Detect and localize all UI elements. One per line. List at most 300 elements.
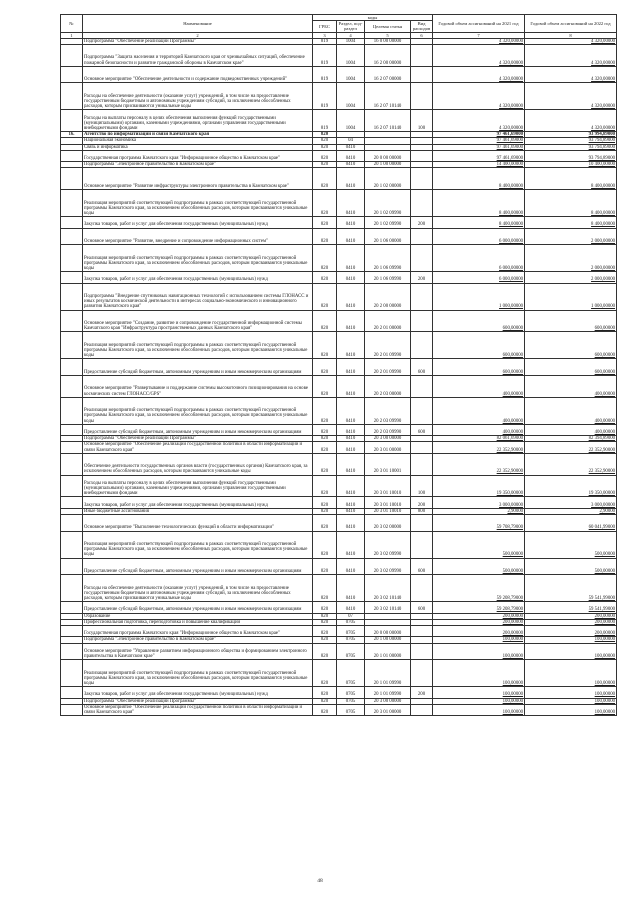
row-amount-2022 [525, 643, 617, 660]
row-amount-2022-value: 500,00000 [594, 552, 616, 558]
row-grbs: 820 [313, 497, 337, 508]
row-amount-2021-value: 3 000,00000 [499, 502, 524, 508]
row-amount-2021-value: 6 000,00000 [499, 265, 524, 271]
row-number [61, 375, 83, 397]
row-grbs: 820 [313, 436, 337, 442]
row-target-article: 20 2 03 09990 [365, 397, 411, 424]
table-row [61, 424, 617, 435]
row-amount-2022-value: 2 000,00000 [591, 265, 616, 271]
row-name: Закупка товаров, работ и услуг для обеспечения государственных (муниципальных) нужд [83, 272, 313, 283]
row-razdel: 1004 [337, 83, 365, 110]
row-number [61, 514, 83, 531]
row-amount-2022 [525, 45, 617, 67]
row-target-article: 20 1 00 00000 [365, 637, 411, 643]
row-grbs: 820 [313, 190, 337, 217]
row-razdel: 0705 [337, 619, 365, 625]
row-amount-2022-value: 93 794,89000 [588, 138, 616, 144]
row-amount-2021-value: 600,00000 [502, 369, 524, 375]
table-row [61, 558, 617, 575]
row-target-article: 16 0 00 00000 [365, 38, 411, 44]
row-amount-2022-value: 100,00000 [594, 653, 616, 659]
row-razdel: 0410 [337, 272, 365, 283]
row-amount-2022-value: 4 320,00000 [591, 126, 616, 131]
row-name: Связь и информатика [83, 144, 313, 150]
row-razdel: 0410 [337, 217, 365, 228]
row-razdel: 0705 [337, 698, 365, 704]
row-amount-2021 [433, 397, 525, 424]
row-amount-2022-value: 400,00000 [594, 418, 616, 424]
row-name: Подпрограмма "Электронное правительство в Камчатском крае" [83, 637, 313, 643]
table-row [61, 514, 617, 531]
row-amount-2021-value: 500,00000 [502, 552, 524, 558]
row-amount-2021-value: 1 000,00000 [499, 304, 524, 310]
row-number [61, 442, 83, 453]
row-number [61, 643, 83, 660]
row-target-article: 20 3 02 09990 [365, 531, 411, 558]
row-target-article: 20 1 06 09990 [365, 245, 411, 272]
row-expense-type [411, 625, 433, 636]
row-amount-2021 [433, 310, 525, 332]
header-vr: Вид расходов [411, 21, 433, 32]
row-amount-2021 [433, 228, 525, 245]
row-grbs: 820 [313, 637, 337, 643]
row-target-article: 16 2 07 10140 [365, 110, 411, 132]
table-row [61, 643, 617, 660]
header-num: № [61, 15, 83, 33]
row-amount-2022 [525, 110, 617, 132]
row-grbs: 820 [313, 442, 337, 453]
row-amount-2021-value: 8 400,00000 [499, 184, 524, 189]
row-amount-2021 [433, 110, 525, 132]
row-target-article: 20 3 01 10010 [365, 497, 411, 508]
row-amount-2021-value: 500,00000 [502, 568, 524, 574]
row-number [61, 190, 83, 217]
row-amount-2022-value: 8 400,00000 [591, 211, 616, 216]
row-razdel: 0410 [337, 436, 365, 442]
row-grbs: 820 [313, 698, 337, 704]
col-num-5: 5 [365, 32, 411, 38]
row-grbs: 820 [313, 514, 337, 531]
row-number [61, 424, 83, 435]
table-row [61, 453, 617, 475]
row-number [61, 704, 83, 715]
row-razdel: 0410 [337, 575, 365, 602]
row-number [61, 310, 83, 332]
row-grbs: 820 [313, 687, 337, 698]
row-amount-2022 [525, 66, 617, 83]
row-expense-type: 600 [411, 602, 433, 613]
row-amount-2021-value: 22 352,90000 [496, 469, 524, 475]
row-target-article: 20 2 01 09990 [365, 332, 411, 359]
row-amount-2021-value: 400,00000 [502, 418, 524, 424]
row-grbs: 820 [313, 453, 337, 475]
row-expense-type [411, 83, 433, 110]
row-grbs: 820 [313, 144, 337, 150]
row-grbs: 820 [313, 375, 337, 397]
row-target-article: 20 3 01 10010 [365, 475, 411, 497]
col-num-8: 8 [525, 32, 617, 38]
row-amount-2021 [433, 442, 525, 453]
row-name: Основное мероприятие "Развитие инфраструктуры электронного правительства в Камчатском крае" [83, 168, 313, 190]
row-target-article: 20 2 01 00000 [365, 310, 411, 332]
row-number [61, 575, 83, 602]
row-expense-type [411, 442, 433, 453]
row-target-article: 16 2 07 00000 [365, 66, 411, 83]
row-target-article: 20 3 02 10140 [365, 602, 411, 613]
row-name: Основное мероприятие "Развертывание и поддержание системы высокоточного позиционирования на основе космических систем ГЛОНАСС/GPS" [83, 375, 313, 397]
table-row [61, 217, 617, 228]
row-grbs: 820 [313, 602, 337, 613]
row-name: Агентство по информатизации и связи Камчатского края [83, 132, 313, 138]
row-razdel: 0410 [337, 424, 365, 435]
row-expense-type [411, 150, 433, 161]
row-razdel: 0410 [337, 558, 365, 575]
row-amount-2021 [433, 245, 525, 272]
row-target-article: 16 2 00 00000 [365, 45, 411, 67]
header-grbs: ГРБС [313, 21, 337, 32]
row-amount-2021-value: 59 708,79000 [496, 525, 524, 531]
row-amount-2021-value: 6 000,00000 [499, 277, 524, 283]
row-expense-type: 200 [411, 497, 433, 508]
row-amount-2021 [433, 217, 525, 228]
row-name: Предоставление субсидий бюджетным, автономным учреждениям и иным некоммерческим организациям [83, 602, 313, 613]
row-amount-2022-value: 100,00000 [594, 709, 616, 715]
row-target-article: 20 0 00 00000 [365, 625, 411, 636]
row-number [61, 228, 83, 245]
row-amount-2021 [433, 45, 525, 67]
row-target-article: 20 2 03 09990 [365, 424, 411, 435]
row-name: Профессиональная подготовка, переподготовка и повышение квалификации [83, 619, 313, 625]
table-row [61, 442, 617, 453]
row-amount-2021 [433, 602, 525, 613]
col-num-6: 6 [411, 32, 433, 38]
row-amount-2021-value: 100,00000 [502, 692, 524, 698]
row-expense-type: 200 [411, 687, 433, 698]
row-grbs: 819 [313, 83, 337, 110]
row-target-article: 20 1 06 09990 [365, 272, 411, 283]
row-amount-2021 [433, 687, 525, 698]
row-number [61, 168, 83, 190]
row-amount-2021-value: 97 461,69000 [496, 132, 524, 138]
row-number [61, 150, 83, 161]
table-row [61, 66, 617, 83]
row-amount-2021 [433, 625, 525, 636]
row-target-article: 20 1 02 09990 [365, 217, 411, 228]
row-grbs: 820 [313, 228, 337, 245]
row-expense-type [411, 643, 433, 660]
row-amount-2022-value: 10 400,00000 [588, 162, 616, 168]
row-grbs: 820 [313, 162, 337, 168]
row-expense-type [411, 375, 433, 397]
col-num-1: 1 [61, 32, 83, 38]
table-row [61, 575, 617, 602]
row-name: Обеспечение деятельности государственных органов власти (государственных органов) Камчатского края, за исключением обособленных расходов, которым присваиваются уникальные коды [83, 453, 313, 475]
row-amount-2022-value: 93 794,89000 [588, 156, 616, 161]
header-2022: Годовой объем ассигнований на 2022 год [525, 15, 617, 33]
row-amount-2021 [433, 359, 525, 376]
row-name: Подпрограмма "Защита населения и территорий Камчатского края от чрезвычайных ситуаций, обеспечение пожарной безопасности и развитие гражданской обороны в Камчатском крае" [83, 45, 313, 67]
row-amount-2021 [433, 168, 525, 190]
row-amount-2022 [525, 283, 617, 310]
row-amount-2022 [525, 375, 617, 397]
row-amount-2021-value: 97 461,69000 [496, 144, 524, 150]
row-razdel: 07 [337, 613, 365, 619]
row-target-article: 20 0 00 00000 [365, 150, 411, 161]
table-row [61, 168, 617, 190]
row-number [61, 359, 83, 376]
row-razdel: 0410 [337, 228, 365, 245]
row-amount-2022-value: 600,00000 [594, 326, 616, 332]
row-amount-2021 [433, 283, 525, 310]
row-razdel: 0410 [337, 245, 365, 272]
row-amount-2022-value: 3 000,00000 [591, 502, 616, 508]
row-grbs: 820 [313, 704, 337, 715]
row-target-article: 20 1 01 09990 [365, 660, 411, 687]
row-name: Закупка товаров, работ и услуг для обеспечения государственных (муниципальных) нужд [83, 217, 313, 228]
row-amount-2021-value: 600,00000 [502, 326, 524, 332]
table-row [61, 359, 617, 376]
table-row [61, 110, 617, 132]
row-amount-2021-value: 2,90000 [507, 508, 524, 514]
row-number [61, 66, 83, 83]
row-amount-2021-value: 4 320,00000 [499, 38, 524, 44]
row-grbs: 819 [313, 66, 337, 83]
row-number [61, 110, 83, 132]
row-razdel: 1004 [337, 66, 365, 83]
row-razdel: 0410 [337, 397, 365, 424]
row-number [61, 558, 83, 575]
row-amount-2022 [525, 397, 617, 424]
row-amount-2022 [525, 531, 617, 558]
row-amount-2021 [433, 514, 525, 531]
header-razdel: Раздел, под-раздел [337, 21, 365, 32]
row-name: Основное мероприятие "Управление развитием информационного общества и формированием электронного правительства в Камчатском крае" [83, 643, 313, 660]
row-amount-2021-value: 22 352,90000 [496, 447, 524, 453]
row-name: Основное мероприятие "Выполнение технологических функций в области информатизации" [83, 514, 313, 531]
row-number [61, 283, 83, 310]
row-name: Расходы на выплаты персоналу в целях обеспечения выполнения функций государственными (муниципальными) органами, казенными учреждениями, органами управления государственными внебюджетными фондами [83, 110, 313, 132]
row-razdel: 0410 [337, 190, 365, 217]
row-amount-2021-value: 19 350,00000 [496, 491, 524, 497]
row-name: Подпрограмма "Обеспечение реализации Программы" [83, 698, 313, 704]
row-expense-type [411, 704, 433, 715]
row-amount-2021 [433, 66, 525, 83]
row-expense-type [411, 228, 433, 245]
row-name: Реализация мероприятий соответствующей подпрограммы в рамках соответствующей государственной программы Камчатского края, за исключением обособленных расходов, которым присваиваются уникальные коды [83, 245, 313, 272]
row-amount-2022 [525, 625, 617, 636]
row-grbs: 820 [313, 424, 337, 435]
row-amount-2022-value: 400,00000 [594, 429, 616, 435]
row-amount-2021-value: 200,00000 [502, 631, 524, 637]
row-amount-2022-value: 22 352,90000 [588, 447, 616, 453]
row-target-article: 20 3 00 00000 [365, 698, 411, 704]
row-amount-2021-value: 14 400,00000 [496, 162, 524, 168]
header-2021: Годовой объем ассигнований на 2021 год [433, 15, 525, 33]
row-amount-2022 [525, 150, 617, 161]
row-amount-2021-value: 97 461,69000 [496, 138, 524, 144]
row-razdel: 0410 [337, 442, 365, 453]
row-razdel: 0705 [337, 660, 365, 687]
row-expense-type: 200 [411, 272, 433, 283]
row-razdel: 0410 [337, 602, 365, 613]
row-name: Реализация мероприятий соответствующей подпрограммы в рамках соответствующей государственной программы Камчатского края, за исключением обособленных расходов, которым присваиваются уникальные коды [83, 531, 313, 558]
row-grbs: 820 [313, 272, 337, 283]
row-razdel: 0705 [337, 687, 365, 698]
row-name: Расходы на обеспечение деятельности (оказание услуг) учреждений, в том числе на предоставление государственным бюджетным и автономным учреждениям субсидий, за исключением обособленных расходов, которым присваиваются уникальные коды [83, 575, 313, 602]
row-name: Реализация мероприятий соответствующей подпрограммы в рамках соответствующей государственной программы Камчатского края, за исключением обособленных расходов, которым присваиваются уникальные коды [83, 332, 313, 359]
row-amount-2022-value: 82 394,89000 [588, 436, 616, 442]
row-amount-2022 [525, 453, 617, 475]
row-expense-type [411, 168, 433, 190]
row-amount-2022 [525, 558, 617, 575]
budget-table [60, 14, 617, 716]
row-name: Закупка товаров, работ и услуг для обеспечения государственных (муниципальных) нужд [83, 687, 313, 698]
table-row [61, 475, 617, 497]
row-name: Государственная программа Камчатского края "Информационное общество в Камчатском крае" [83, 625, 313, 636]
row-amount-2021 [433, 497, 525, 508]
row-target-article: 20 3 01 10001 [365, 453, 411, 475]
table-row [61, 150, 617, 161]
row-razdel: 0410 [337, 531, 365, 558]
row-amount-2022-value: 500,00000 [594, 568, 616, 574]
table-row [61, 704, 617, 715]
page-number: 48 [317, 878, 323, 884]
row-amount-2022-value: 2,90000 [599, 508, 616, 514]
row-grbs: 820 [313, 332, 337, 359]
row-razdel: 0410 [337, 497, 365, 508]
row-target-article: 20 1 02 00000 [365, 168, 411, 190]
row-amount-2021 [433, 190, 525, 217]
row-expense-type: 600 [411, 424, 433, 435]
row-razdel: 0410 [337, 283, 365, 310]
row-grbs: 820 [313, 245, 337, 272]
table-row [61, 497, 617, 508]
row-amount-2022-value: 600,00000 [594, 353, 616, 359]
row-target-article: 16 2 07 10140 [365, 83, 411, 110]
row-amount-2021 [433, 660, 525, 687]
col-num-4: 4 [337, 32, 365, 38]
row-amount-2022-value: 200,00000 [594, 631, 616, 637]
row-grbs: 820 [313, 132, 337, 138]
row-amount-2022 [525, 359, 617, 376]
row-number [61, 497, 83, 508]
row-amount-2022-value: 4 320,00000 [591, 77, 616, 83]
row-amount-2022-value: 100,00000 [594, 698, 616, 704]
table-row [61, 531, 617, 558]
row-target-article: 20 2 03 00000 [365, 375, 411, 397]
row-amount-2022 [525, 245, 617, 272]
table-row [61, 310, 617, 332]
row-amount-2022 [525, 497, 617, 508]
row-target-article: 20 2 00 00000 [365, 283, 411, 310]
row-razdel: 0705 [337, 637, 365, 643]
row-amount-2022 [525, 602, 617, 613]
row-amount-2021-value: 8 400,00000 [499, 222, 524, 228]
row-number [61, 332, 83, 359]
row-target-article: 20 1 00 00000 [365, 162, 411, 168]
row-target-article: 20 3 02 09990 [365, 558, 411, 575]
row-number [61, 83, 83, 110]
table-row [61, 332, 617, 359]
header-codes: коды [313, 15, 433, 21]
row-expense-type: 100 [411, 475, 433, 497]
header-csr: Целевая статья [365, 21, 411, 32]
row-amount-2021-value: 97 461,69000 [496, 156, 524, 161]
row-amount-2022-value: 100,00000 [594, 637, 616, 643]
row-grbs: 820 [313, 643, 337, 660]
row-razdel: 0705 [337, 625, 365, 636]
row-expense-type [411, 310, 433, 332]
row-grbs: 820 [313, 168, 337, 190]
row-grbs: 820 [313, 660, 337, 687]
row-name: Предоставление субсидий бюджетным, автономным учреждениям и иным некоммерческим организациям [83, 359, 313, 376]
row-amount-2022-value: 200,00000 [594, 613, 616, 619]
table-row [61, 375, 617, 397]
row-amount-2022-value: 2 000,00000 [591, 238, 616, 244]
row-amount-2021-value: 4 320,00000 [499, 60, 524, 66]
row-grbs: 820 [313, 217, 337, 228]
row-amount-2022 [525, 217, 617, 228]
row-expense-type [411, 45, 433, 67]
row-expense-type [411, 332, 433, 359]
table-row [61, 83, 617, 110]
row-expense-type: 100 [411, 110, 433, 132]
row-amount-2021-value: 600,00000 [502, 353, 524, 359]
table-row [61, 397, 617, 424]
row-amount-2021-value: 4 320,00000 [499, 77, 524, 83]
row-amount-2021-value: 100,00000 [502, 709, 524, 715]
row-amount-2022 [525, 660, 617, 687]
row-target-article: 20 1 06 00000 [365, 228, 411, 245]
row-amount-2022-value: 59 541,99000 [588, 607, 616, 613]
row-number [61, 687, 83, 698]
row-razdel: 0410 [337, 144, 365, 150]
table-row [61, 625, 617, 636]
row-amount-2022-value: 8 400,00000 [591, 222, 616, 228]
row-grbs: 820 [313, 359, 337, 376]
row-amount-2022 [525, 83, 617, 110]
row-amount-2022 [525, 687, 617, 698]
row-expense-type [411, 283, 433, 310]
table-row [61, 687, 617, 698]
row-expense-type: 600 [411, 558, 433, 575]
row-razdel: 0410 [337, 453, 365, 475]
row-razdel: 1004 [337, 45, 365, 67]
table-row [61, 660, 617, 687]
row-amount-2022 [525, 310, 617, 332]
row-name: Подпрограмма "Обеспечение реализации Программы" [83, 38, 313, 44]
row-amount-2021-value: 8 400,00000 [499, 211, 524, 216]
row-razdel: 0705 [337, 643, 365, 660]
row-expense-type [411, 514, 433, 531]
row-number [61, 272, 83, 283]
row-target-article: 20 1 01 00000 [365, 643, 411, 660]
table-row [61, 190, 617, 217]
table-row [61, 45, 617, 67]
row-name: Реализация мероприятий соответствующей подпрограммы в рамках соответствующей государственной программы Камчатского края, за исключением обособленных расходов, которым присваиваются уникальные коды [83, 397, 313, 424]
row-name: Реализация мероприятий соответствующей подпрограммы в рамках соответствующей государственной программы Камчатского края, за исключением обособленных расходов, которым присваиваются уникальные коды [83, 660, 313, 687]
row-number [61, 245, 83, 272]
row-razdel: 0410 [337, 375, 365, 397]
row-amount-2021-value: 59 208,79000 [496, 607, 524, 613]
row-razdel: 0410 [337, 508, 365, 514]
row-amount-2021-value: 59 208,79000 [496, 595, 524, 601]
header-name: Наименование [83, 15, 313, 33]
row-name: Основное мероприятие "Обеспечение деятельности и содержание подведомственных учреждений" [83, 66, 313, 83]
row-expense-type [411, 397, 433, 424]
row-grbs: 820 [313, 575, 337, 602]
row-razdel: 0410 [337, 475, 365, 497]
